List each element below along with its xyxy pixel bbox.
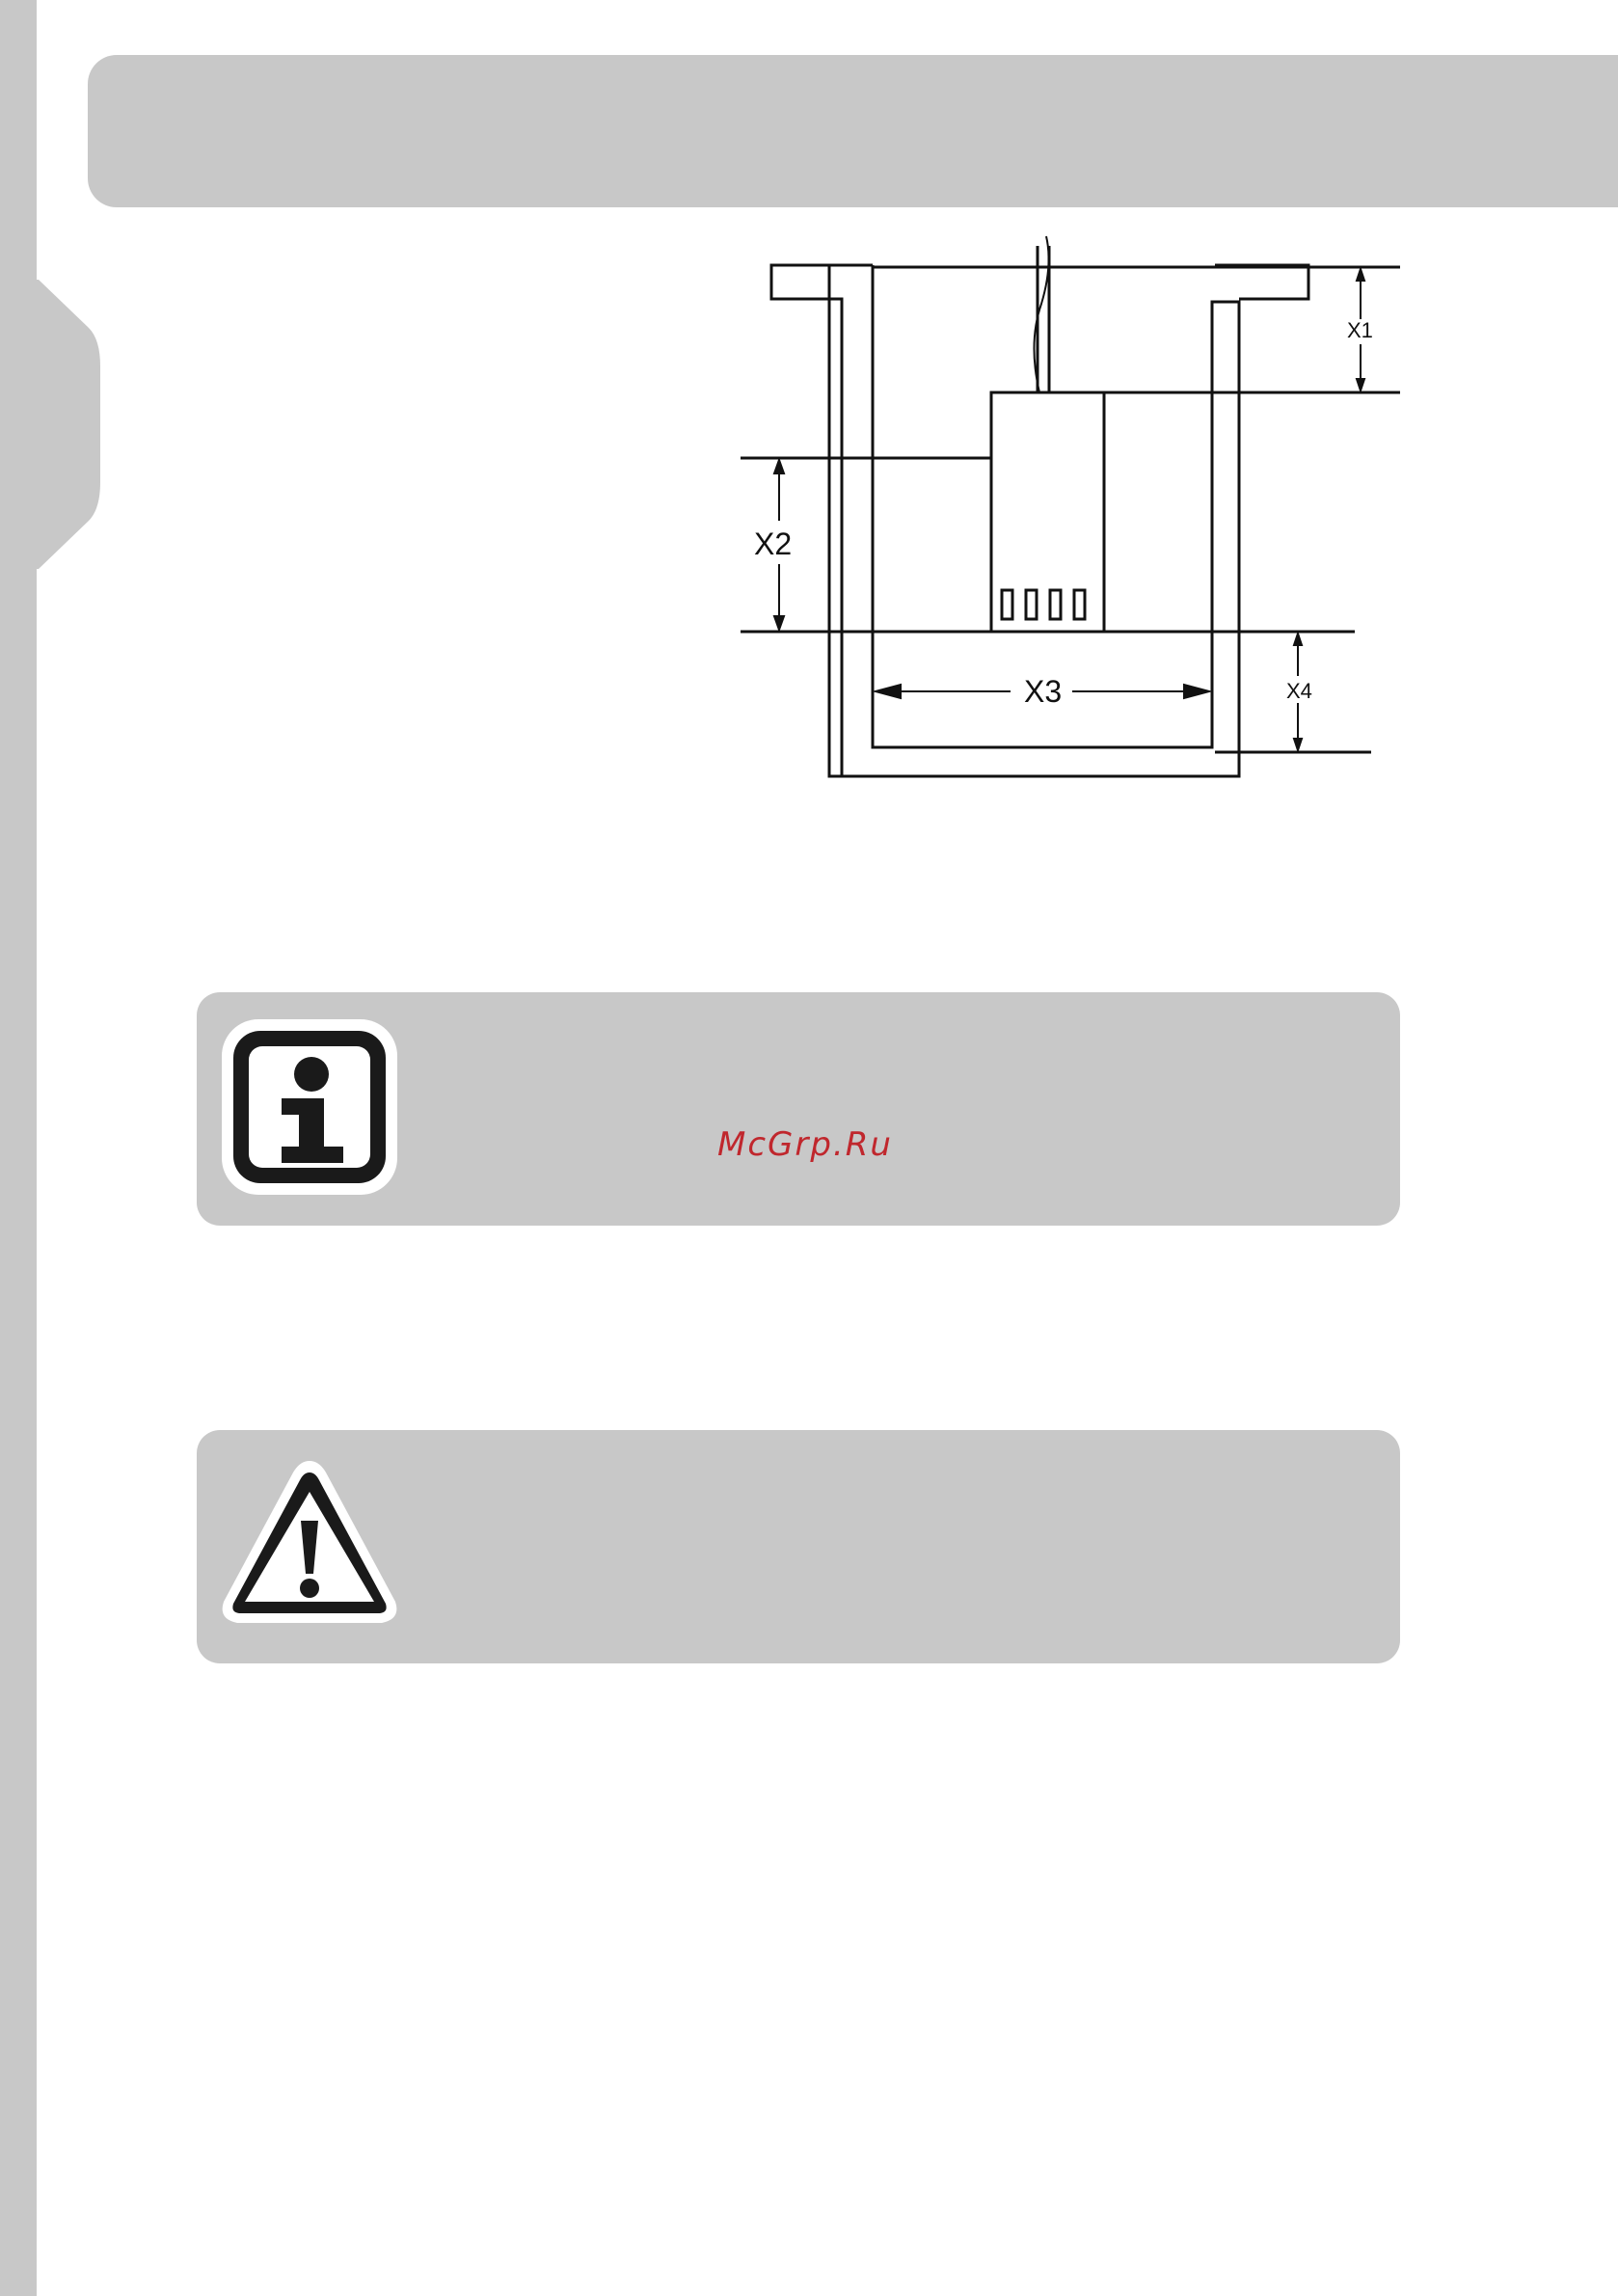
device-slot-2 — [1026, 590, 1037, 619]
warning-icon — [218, 1453, 401, 1636]
device-body — [991, 392, 1104, 632]
installation-diagram — [733, 227, 1408, 805]
chapter-side-tab — [0, 270, 106, 579]
info-notice — [197, 992, 1400, 1226]
warning-notice — [197, 1430, 1400, 1663]
dimension-label-x2: X2 — [754, 527, 793, 561]
right-flange — [1215, 265, 1308, 299]
device-slot-1 — [1002, 590, 1012, 619]
device-slot-4 — [1074, 590, 1085, 619]
info-icon — [218, 1015, 401, 1199]
header-band — [88, 55, 1618, 207]
dimension-label-x3: X3 — [1024, 674, 1063, 709]
dimension-label-x4: X4 — [1286, 679, 1312, 703]
device-slot-3 — [1050, 590, 1061, 619]
watermark-text: McGrp.Ru — [717, 1125, 893, 1164]
dimension-label-x1: X1 — [1347, 318, 1373, 342]
left-flange — [771, 265, 1239, 776]
